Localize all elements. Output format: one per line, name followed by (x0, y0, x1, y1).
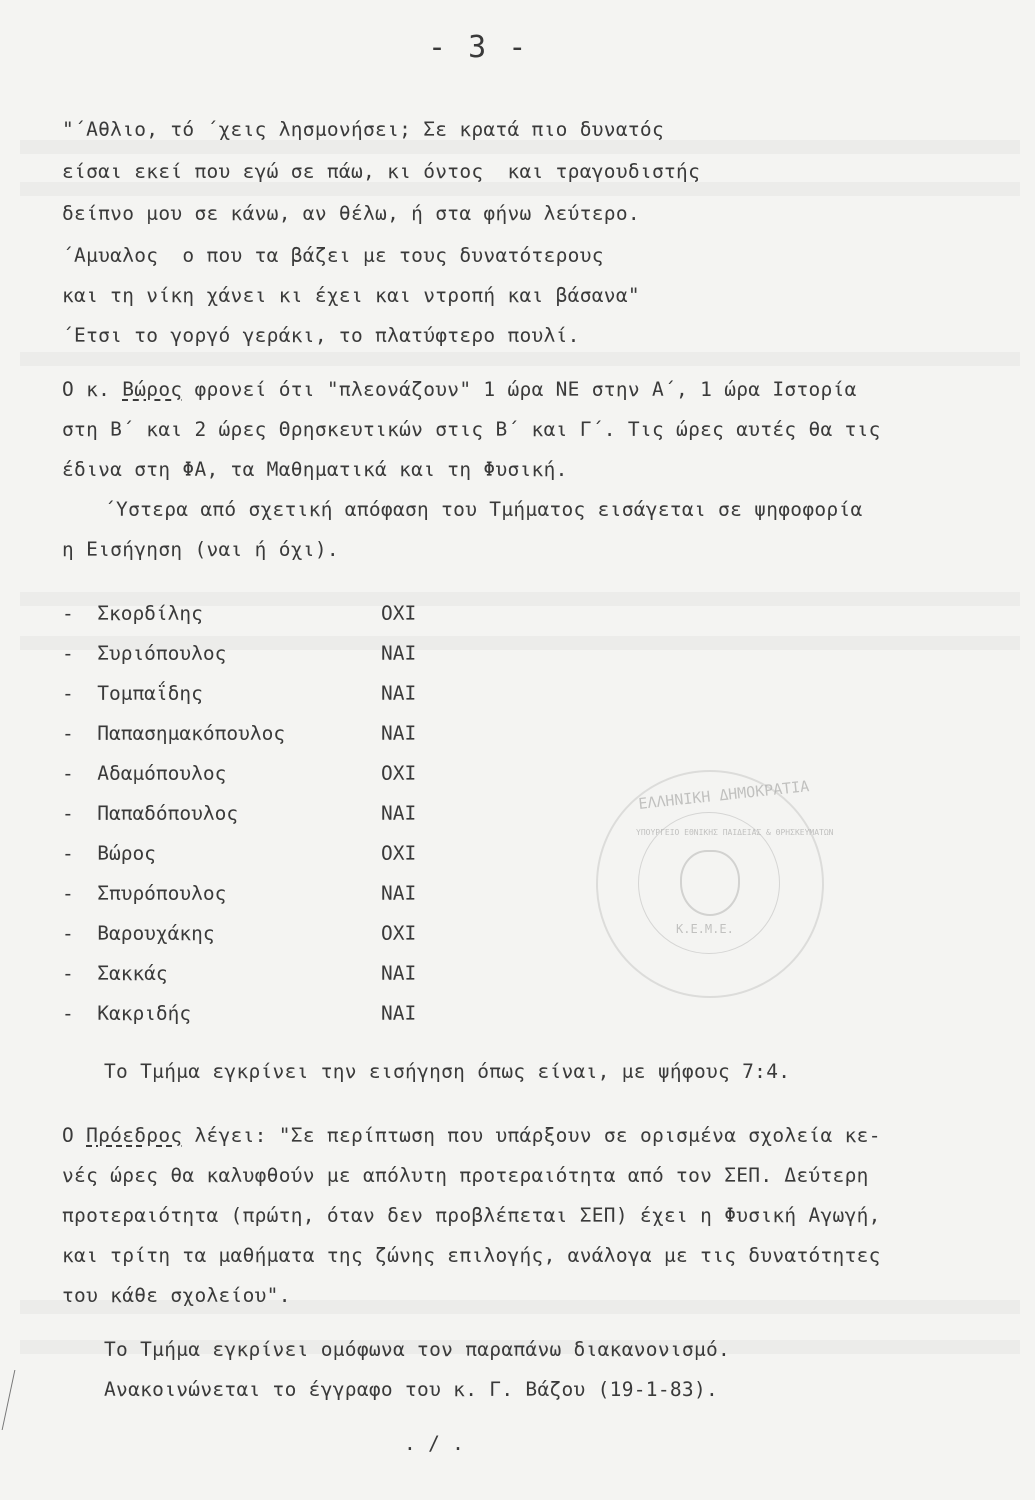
vote-value: ΟΧΙ (381, 922, 417, 945)
stamp-inner-text: ΥΠΟΥΡΓΕΙΟ ΕΘΝΙΚΗΣ ΠΑΙΔΕΙΑΣ & ΘΡΗΣΚΕΥΜΑΤΩΝ (636, 828, 834, 837)
poem-line: δείπνο μου σε κάνω, αν θέλω, ή στα φήνω λεύτερο. (62, 202, 640, 225)
vote-name: - Σακκάς (62, 962, 168, 985)
paragraph-line: και τρίτη τα μαθήματα της ζώνης επιλογής, ανάλογα με τις δυνατότητες (62, 1244, 881, 1267)
poem-line: "΄Αθλιο, τό ΄χεις λησμονήσει; Σε κρατά πιο δυνατός (62, 118, 664, 141)
paragraph-line: Το Τμήμα εγκρίνει την εισήγηση όπως είναι, με ψήφους 7:4. (104, 1060, 791, 1083)
stamp-bottom-text: Κ.Ε.Μ.Ε. (676, 922, 734, 936)
vote-name: - Παπαδόπουλος (62, 802, 239, 825)
paragraph-line (62, 378, 857, 401)
vote-name: - Παπασημακόπουλος (62, 722, 286, 745)
poem-line: ΄Ετσι το γοργό γεράκι, το πλατύφτερο πουλί. (62, 324, 580, 347)
speaker-name: Βώρος (122, 378, 183, 401)
vote-value: ΝΑΙ (381, 642, 417, 665)
poem-line: και τη νίκη χάνει κι έχει και ντροπή και βάσανα" (62, 284, 640, 307)
text-run: Ο (62, 1124, 87, 1147)
poem-line: ΄Αμυαλος ο που τα βάζει με τους δυνατότερους (62, 244, 604, 267)
vote-name: - Βαρουχάκης (62, 922, 215, 945)
vote-value: ΝΑΙ (381, 962, 417, 985)
vote-value: ΝΑΙ (381, 682, 417, 705)
continuation-mark: . / . (404, 1432, 465, 1455)
page-number: - 3 - (428, 30, 529, 65)
bleed-through-text (20, 182, 1020, 196)
vote-value: ΝΑΙ (381, 802, 417, 825)
paragraph-line: στη Β΄ και 2 ώρες Θρησκευτικών στις Β΄ και Γ΄. Τις ώρες αυτές θα τις (62, 418, 881, 441)
vote-name: - Συριόπουλος (62, 642, 227, 665)
vote-value: ΟΧΙ (381, 602, 417, 625)
bleed-through-text (20, 140, 1020, 154)
paragraph-line: ΄Υστερα από σχετική απόφαση του Τμήματος εισάγεται σε ψηφοφορία (104, 498, 863, 521)
vote-name: - Βώρος (62, 842, 156, 865)
paragraph-line: η Εισήγηση (ναι ή όχι). (62, 538, 339, 561)
official-stamp (596, 770, 834, 998)
vote-name: - Σπυρόπουλος (62, 882, 227, 905)
vote-name: - Σκορδίλης (62, 602, 203, 625)
vote-value: ΝΑΙ (381, 722, 417, 745)
stamp-emblem (680, 850, 740, 916)
stamp-outer-text: ΕΛΛΗΝΙΚΗ ΔΗΜΟΚΡΑΤΙΑ (637, 777, 811, 813)
vote-name: - Αδαμόπουλος (62, 762, 227, 785)
text-run: λέγει: "Σε περίπτωση που υπάρξουν σε ορισμένα σχολεία κε- (182, 1124, 881, 1147)
poem-line: είσαι εκεί που εγώ σε πάω, κι όντος και τραγουδιστής (62, 160, 701, 183)
bleed-through-text (20, 352, 1020, 366)
paragraph-line: Το Τμήμα εγκρίνει ομόφωνα τον παραπάνω διακανονισμό. (104, 1338, 731, 1361)
margin-pen-mark (0, 1370, 15, 1430)
text-run: φρονεί ότι "πλεονάζουν" 1 ώρα ΝΕ στην Α΄, 1 ώρα Ιστορία (182, 378, 857, 401)
paragraph-line: έδινα στη ΦΑ, τα Μαθηματικά και τη Φυσική. (62, 458, 568, 481)
text-run: Ο κ. (62, 378, 123, 401)
vote-name: - Κακριδής (62, 1002, 192, 1025)
paragraph-line (62, 1124, 881, 1147)
vote-value: ΟΧΙ (381, 842, 417, 865)
paragraph-line: προτεραιότητα (πρώτη, όταν δεν προβλέπεται ΣΕΠ) έχει η Φυσική Αγωγή, (62, 1204, 881, 1227)
vote-name: - Τομπαΐδης (62, 682, 203, 705)
vote-value: ΝΑΙ (381, 1002, 417, 1025)
paragraph-line: του κάθε σχολείου". (62, 1284, 291, 1307)
paragraph-line: Ανακοινώνεται το έγγραφο του κ. Γ. Βάζου (19-1-83). (104, 1378, 719, 1401)
vote-value: ΝΑΙ (381, 882, 417, 905)
paragraph-line: νές ώρες θα καλυφθούν με απόλυτη προτεραιότητα από τον ΣΕΠ. Δεύτερη (62, 1164, 869, 1187)
speaker-name: Πρόεδρος (86, 1124, 183, 1147)
vote-value: ΟΧΙ (381, 762, 417, 785)
